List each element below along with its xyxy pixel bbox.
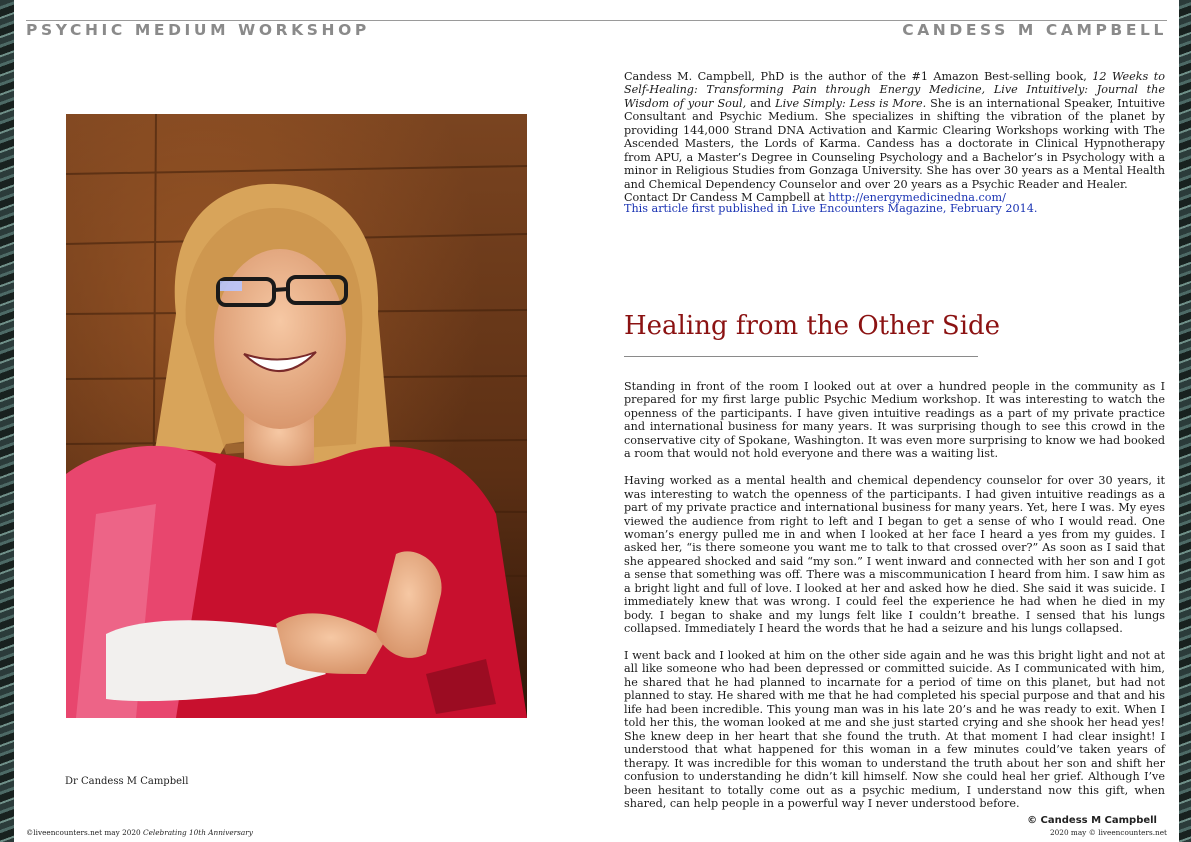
footer-left-text: ©liveencounters.net may 2020 (26, 828, 143, 837)
bio-and: and (746, 96, 776, 110)
bio-details: She is an international Speaker, Intuitive Consultant and Psychic Medium. She specializes in shifting the vibration of the planet by providing 144,000 Strand DNA Activation and Karmic Clearing Workshops working with The Ascended Masters, the Lords of Karma. Candess has a doctorate in Clinical Hypnotherapy from APU, a Master’s Degree in Counseling Psychology and a Bachelor’s in Psychology with a minor in Religious Studies from Gonzaga University. She has over 30 years as a Mental Health and Chemical Dependency Counselor and over 20 years as a Psychic Reader and Healer. (624, 96, 1166, 191)
author-bio-text (624, 70, 1165, 205)
bio-book-titles: 12 Weeks to Self-Healing: Transforming Pain through Energy Medicine, Live Intuitively: Journal the Wisdom of your Soul, (624, 70, 1165, 110)
bio-intro: Candess M. Campbell, PhD is the author of the #1 Amazon Best-selling book, (624, 70, 1093, 83)
article-title: Healing from the Other Side (624, 311, 1001, 341)
bio-book-title-live-simply: Live Simply: Less is More. (775, 96, 927, 110)
article-paragraph: I went back and I looked at him on the other side again and he was this bright light and not at all like someone who had been depressed or committed suicide. As I communicated with him, he shared that he had planned to incarnate for a period of time on this planet, but had not planned to stay. He shared with me that he had completed his special purpose and that and his life had been incredible. This young man was in his late 20’s and he was ready to exit. When I told her this, the woman looked at me and she just started crying and she shook her head yes! She knew deep in her heart that she found the truth. At that moment I had clear insight! I understood that what happened for this woman in a few minutes could’ve taken years of therapy. It was incredible for this woman to understand the truth about her son and shift her confusion to understanding he didn’t kill himself. Now she could heal her grief. Although I’ve been hesitant to totally come out as a psychic medium, I understand now this gift, when shared, can help people in a powerful way I never understood before. (624, 649, 1165, 811)
footer-right: 2020 may © liveencounters.net (1050, 828, 1167, 837)
article-paragraph: Standing in front of the room I looked out at over a hundred people in the community as I prepared for my first large public Psychic Medium workshop. It was interesting to watch the openness of the participants. I have given intuitive readings as a part of my private practice and international business for many years. It was surprising though to see this crowd in the conservative city of Spokane, Washington. It was even more surprising to know we had booked a room that would not hold everyone and there was a waiting list. (624, 380, 1165, 461)
author-photo-illustration (66, 114, 527, 718)
author-photo (66, 114, 527, 718)
publication-note: This article first published in Live Encounters Magazine, February 2014. (624, 202, 1038, 215)
author-bio (624, 70, 1165, 205)
contact-label: Contact Dr Candess M Campbell at (624, 191, 829, 205)
footer-anniversary: Celebrating 10th Anniversary (142, 828, 253, 837)
article-copyright: © Candess M Campbell (1027, 815, 1157, 826)
article-body (624, 380, 1165, 810)
magazine-page (14, 0, 1179, 842)
footer-left (26, 828, 253, 837)
article-paragraph: Having worked as a mental health and chemical dependency counselor for over 30 years, it was interesting to watch the openness of the participants. I had given intuitive readings as a part of my private practice and international business for many years. Yet, here I was. My eyes viewed the audience from right to left and I began to get a sense of who I would read. One woman’s energy pulled me in and when I looked at her face I heard a yes from my guides. I asked her, “is there someone you want me to talk to that crossed over?” As soon as I said that she appeared shocked and said “my son.” I went inward and connected with her son and I got a sense that something was off. There was a miscommunication I heard from him. I saw him as a bright light and full of love. I looked at her and asked how he died. She said it was suicide. I immediately knew that was wrong. I could feel the experience he had when he died in my body. I began to shake and my lungs felt like I couldn’t breathe. I sensed that his lungs collapsed. Immediately I heard the words that he had a seizure and his lungs collapsed. (624, 474, 1165, 636)
running-header-right: CANDESS M CAMPBELL (902, 21, 1167, 39)
running-header-left: PSYCHIC MEDIUM WORKSHOP (26, 21, 370, 39)
photo-caption: Dr Candess M Campbell (65, 776, 189, 787)
cover-edge-right (1179, 0, 1191, 842)
cover-edge-left (0, 0, 14, 842)
title-underline (624, 356, 978, 357)
author-website-link[interactable]: http://energymedicinedna.com/ (828, 191, 1006, 205)
